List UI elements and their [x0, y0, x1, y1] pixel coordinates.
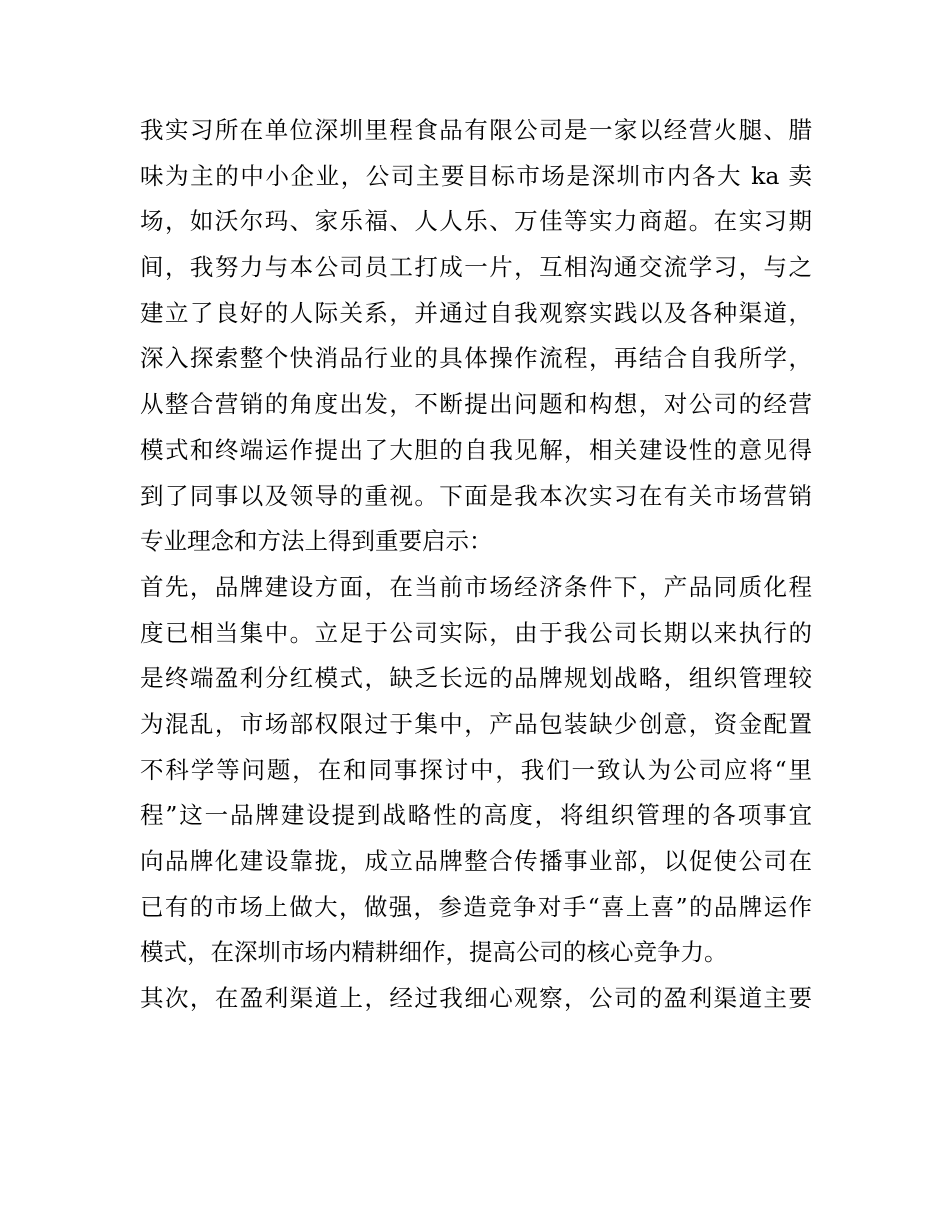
- text-line: 深入探索整个快消品行业的具体操作流程，再结合自我所学，: [140, 344, 812, 373]
- text-line: 味为主的中小企业，公司主要目标市场是深圳市内各大 ka 卖: [140, 161, 812, 190]
- text-line: 程”这一品牌建设提到战略性的高度，将组织管理的各项事宜: [140, 801, 812, 830]
- text-line: 场，如沃尔玛、家乐福、人人乐、万佳等实力商超。在实习期: [140, 207, 812, 236]
- text-line: 是终端盈利分红模式，缺乏长远的品牌规划战略，组织管理较: [140, 664, 812, 693]
- text-line: 从整合营销的角度出发，不断提出问题和构想，对公司的经营: [140, 390, 812, 419]
- text-line: 模式，在深圳市场内精耕细作，提高公司的核心竞争力。: [140, 938, 728, 967]
- text-line: 模式和终端运作提出了大胆的自我见解，相关建设性的意见得: [140, 435, 812, 464]
- text-line: 度已相当集中。立足于公司实际，由于我公司长期以来执行的: [140, 618, 812, 647]
- text-line: 建立了良好的人际关系，并通过自我观察实践以及各种渠道，: [140, 298, 812, 327]
- paragraph-intro: [140, 108, 812, 565]
- text-line: 已有的市场上做大，做强，参造竞争对手“喜上喜”的品牌运作: [140, 892, 812, 921]
- text-line: 其次，在盈利渠道上，经过我细心观察，公司的盈利渠道主要: [140, 984, 812, 1013]
- text-line: 不科学等问题，在和同事探讨中，我们一致认为公司应将“里: [140, 755, 812, 784]
- document-body: [140, 108, 812, 1022]
- text-line: 间，我努力与本公司员工打成一片，互相沟通交流学习，与之: [140, 253, 812, 282]
- text-line: 到了同事以及领导的重视。下面是我本次实习在有关市场营销: [140, 481, 812, 510]
- paragraph-profit-channel: [140, 976, 812, 1022]
- paragraph-brand-building: [140, 565, 812, 976]
- text-line: 为混乱，市场部权限过于集中，产品包装缺少创意，资金配置: [140, 709, 812, 738]
- text-line: 向品牌化建设靠拢，成立品牌整合传播事业部，以促使公司在: [140, 847, 812, 875]
- text-line: 我实习所在单位深圳里程食品有限公司是一家以经营火腿、腊: [140, 116, 812, 144]
- text-line: 首先，品牌建设方面，在当前市场经济条件下，产品同质化程: [140, 572, 812, 601]
- text-line: 专业理念和方法上得到重要启示：: [140, 527, 493, 556]
